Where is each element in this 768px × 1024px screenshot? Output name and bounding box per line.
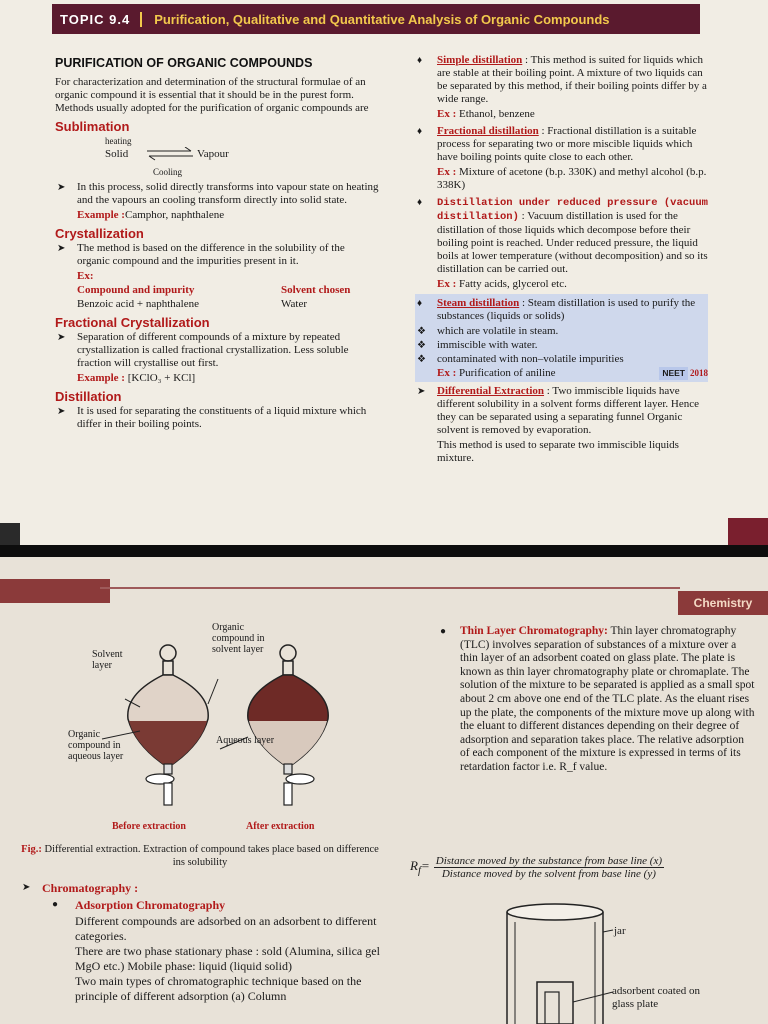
topic-title: Purification, Qualitative and Quantitative Analysis of Organic Compounds [154,11,610,27]
steam-distillation-box [415,294,708,382]
steam-sub-item: ❖ immiscible with water. [417,339,538,351]
simple-distillation-item: ♦ Simple distillation : This method is suited for liquids which are stable at their boiling point. A mixture of two liquids can be separated by this method, if their boiling points differ by a wide range. [417,54,707,105]
topic-number: TOPIC 9.4 [52,12,142,27]
steam-sub-item: ❖ which are volatile in steam. [417,325,559,337]
textbook-page-bottom [0,557,768,1024]
intro-paragraph: For characterization and determination of the structural formulae of an organic compound it is essential that it should be in the purest form. Methods usually adopted for the purification of organic compounds are [55,76,369,114]
differential-extraction-note: This method is used to separate two immiscible liquids mixture. [437,439,679,464]
chromatography-heading: ➤ Chromatography : [22,881,139,895]
diamond-bullet-icon: ♦ [417,197,423,208]
eq-solid-label: Solid [105,148,129,160]
fractional-crystallization-bullet: ➤ Separation of different compounds of a mixture by repeated crystallization is called fractional crystallization. Less soluble fraction will crystallise out first. [57,331,349,369]
section-heading: PURIFICATION OF ORGANIC COMPOUNDS [55,56,313,70]
left-column [55,57,380,433]
reduced-pressure-example: Ex : Fatty acids, glycerol etc. [437,278,567,290]
adsorption-para-3: Two main types of chromatographic technique based on the principle of different adsorption (a) Column [75,974,362,1003]
sublimation-bullet: ➤ In this process, solid directly transforms into vapour state on heating and the vapours an cooling transform directly into solid state. [57,181,379,206]
arrow-bullet-icon: ➤ [57,406,66,417]
crystallization-table-head: Compound and impurity Solvent chosen [77,284,351,296]
fractional-distillation-example: Ex : Mixture of acetone (b.p. 330K) and methyl alcohol (b.p. 338K) [437,166,707,191]
page-number-ribbon [0,579,110,603]
steam-sub-item: ❖ contaminated with non–volatile impurities [417,353,624,365]
steam-distillation-item: ♦ Steam distillation : Steam distillation is used to purify the substances (liquids or solids) [417,297,696,322]
simple-distillation-example: Ex : Ethanol, benzene [437,108,535,120]
rf-formula [410,855,664,880]
dot-bullet-icon: ● [52,898,59,910]
tlc-jar-icon [495,902,615,1024]
neet-badge: NEET [659,367,688,380]
funnel-after-icon [248,645,328,805]
page-edge-shadow [0,523,20,545]
fractional-distillation-item: ♦ Fractional distillation : Fractional distillation is a suitable process for separating two or more miscible liquids which have boiling points quite close to each other. [417,125,697,163]
fractional-crystallization-example: Example : [KClO₃ + KCl] [77,372,196,384]
clover-bullet-icon: ❖ [417,340,426,351]
eq-vapour-label: Vapour [197,148,229,160]
arrow-bullet-icon: ➤ [57,182,66,193]
crystallization-table-row: Benzoic acid + naphthalene Water [77,298,307,310]
fractional-crystallization-heading: Fractional Crystallization [55,315,210,330]
solvent-layer-label: Solvent layer [92,649,123,671]
differential-extraction-item: ➤ Differential Extraction : Two immiscible liquids have different solubility in a solvent forms different layer. Hence they can be separated using a separating funnel Organic solvent is removed by evaporation. [417,385,699,436]
adsorption-para-1: Different compounds are adsorbed on an adsorbent to different categories. [75,914,377,943]
page-corner-tab [728,518,768,545]
distillation-bullet: ➤ It is used for separating the constituents of a liquid mixture which differ in their boiling points. [57,405,367,430]
organic-aqueous-label: Organic compound in aqueous layer [68,729,124,762]
adsorbent-plate-label: adsorbent coated on glass plate [612,985,700,1010]
header-rule [100,587,680,589]
before-extraction-label: Before extraction [112,821,186,832]
arrow-bullet-icon: ➤ [57,332,66,343]
arrow-bullet-icon: ➤ [22,882,31,893]
rf-symbol: $R_f=$ [410,858,430,877]
jar-label: jar [614,925,626,937]
equilibrium-arrow-icon [145,147,195,161]
crystallization-bullet: ➤ The method is based on the difference in the solubility of the organic compound and the impurities present in it. [57,242,345,267]
chemistry-ribbon: Chemistry [678,591,768,615]
diamond-bullet-icon: ♦ [417,126,423,137]
eq-heating-label: heating [105,136,132,146]
organic-solvent-label: Organic compound in solvent layer [212,622,265,655]
separating-funnel-figure [40,619,400,839]
adsorption-heading: ● Adsorption Chromatography [52,897,226,912]
distillation-heading: Distillation [55,389,122,404]
tlc-section [438,623,756,777]
adsorption-para-2: There are two phase stationary phase : sold (Alumina, silica gel MgO etc.) Mobile phase: liquid (liquid solid) [75,944,380,973]
page-gap [0,545,768,557]
tlc-paragraph: ● Thin Layer Chromatography: Thin layer chromatography (TLC) involves separation of substances of a mixture over a thin layer of an adsorbent coated on glass plate. The plate is known as thin layer chromatography plate or chromaplate. The solution of the mixture to be separated is applied as a small spot about 2 cm above one end of the TLC plate. As the eluant rises up the plate, the components of the mixture move up along with the eluant to different distances depending on their degree of adsorption and separation takes place. The relative adsorption of each component of the mixture is expressed in terms of its retardation factor i.e. R_f value. [440,625,755,773]
after-extraction-label: After extraction [246,821,315,832]
crystallization-heading: Crystallization [55,226,144,241]
topic-header-bar [52,4,700,34]
eq-cooling-label: Cooling [153,167,183,177]
diamond-bullet-icon: ♦ [417,298,423,309]
clover-bullet-icon: ❖ [417,354,426,365]
chromatography-section [20,879,390,1004]
rf-denominator: Distance moved by the solvent from base line (y) [441,868,656,880]
neet-year: 2018 [690,368,708,378]
sublimation-example: Example :Camphor, naphthalene [77,209,225,221]
steam-distillation-example: Ex : Purification of aniline NEET 2018 [437,367,708,379]
right-column [415,52,708,466]
reduced-pressure-item: ♦ Distillation under reduced pressure (vacuum distillation) : Vacuum distillation is used for the distillation of those liquids which decompose before their boiling point is reached. Under reduced pressure, the liquid boils at lower temperature (without decomposition) and so its distillation can be carried out. [417,197,708,275]
figure-caption: Fig.: Differential extraction. Extraction of compound takes place based on difference ins solubility [21,844,379,868]
crystallization-ex: Ex: [77,270,94,282]
rf-numerator: Distance moved by the substance from base line (x) [435,855,663,867]
arrow-bullet-icon: ➤ [417,386,426,397]
clover-bullet-icon: ❖ [417,326,426,337]
arrow-bullet-icon: ➤ [57,243,66,254]
aqueous-layer-label: Aqueous layer [216,735,275,746]
dot-bullet-icon: ● [440,626,447,637]
sublimation-equation [105,135,380,179]
sublimation-heading: Sublimation [55,119,130,134]
diamond-bullet-icon: ♦ [417,55,423,66]
rf-fraction [434,855,664,880]
